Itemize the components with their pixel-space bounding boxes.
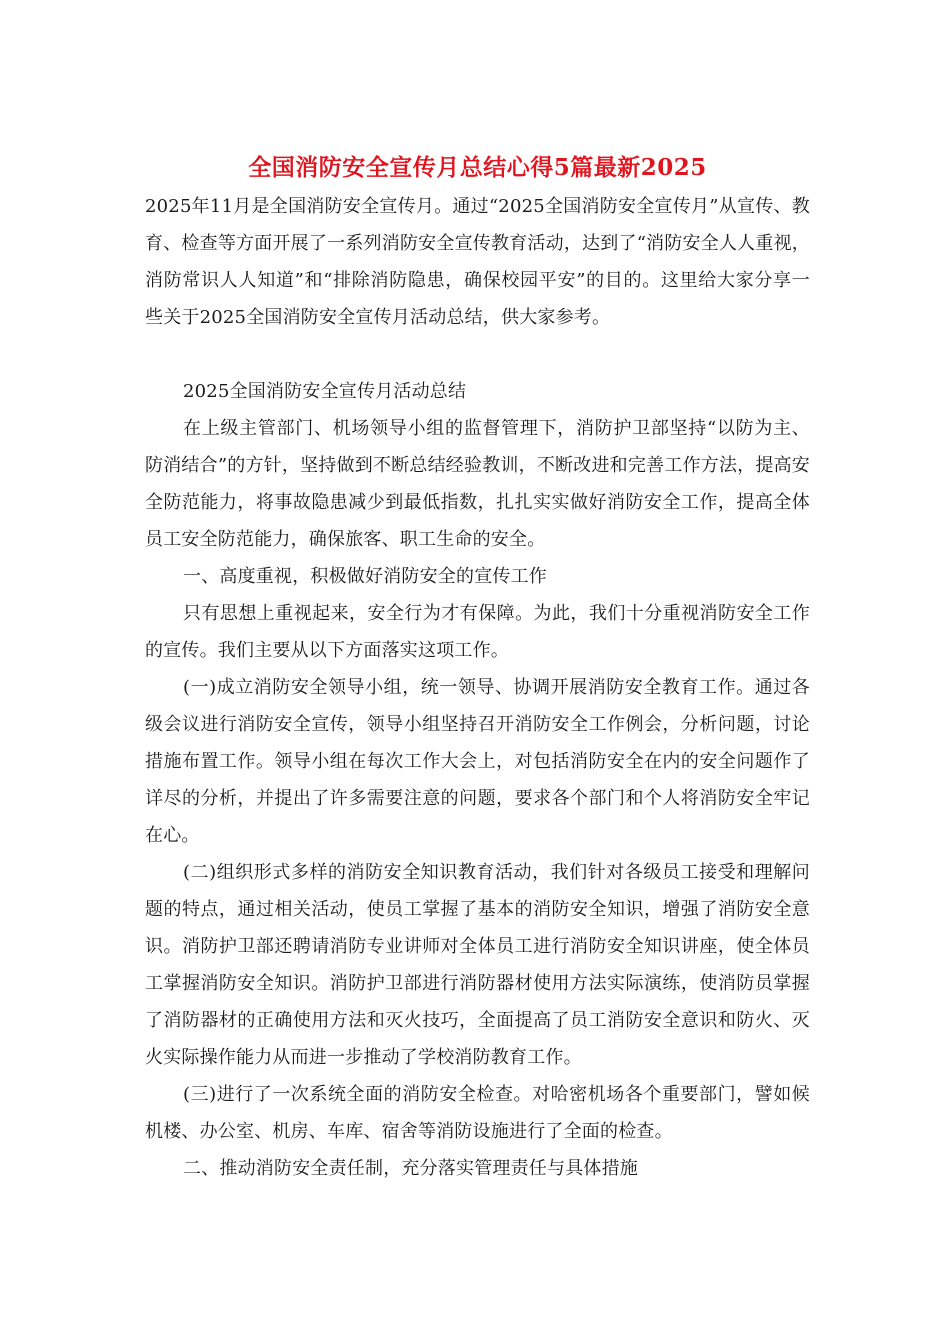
body-paragraph-2: 只有思想上重视起来，安全行为才有保障。为此，我们十分重视消防安全工作的宣传。我们主要从以下方面落实这项工作。: [145, 603, 810, 661]
paragraph-gap: [145, 336, 810, 373]
intro-paragraph: 2025年11月是全国消防安全宣传月。通过“2025全国消防安全宣传月”从宣传、教育、检查等方面开展了一系列消防安全宣传教育活动，达到了“消防安全人人重视，消防常识人人知道”和“排除消防隐患，确保校园平安”的目的。这里给大家分享一些关于2025全国消防安全宣传月活动总结，供大家参考。: [145, 196, 810, 328]
heading-2: 二、推动消防安全责任制，充分落实管理责任与具体措施: [183, 1158, 638, 1179]
section-title: 2025全国消防安全宣传月活动总结: [183, 381, 467, 402]
document-title: 全国消防安全宣传月总结心得5篇最新2025: [248, 154, 707, 181]
document-page: [145, 150, 810, 1187]
body-paragraph-4: (二)组织形式多样的消防安全知识教育活动，我们针对各级员工接受和理解问题的特点，通过相关活动，使员工掌握了基本的消防安全知识，增强了消防安全意识。消防护卫部还聘请消防专业讲师对全体员工进行消防安全知识讲座，使全体员工掌握消防安全知识。消防护卫部进行消防器材使用方法实际演练，使消防员掌握了消防器材的正确使用方法和灭火技巧，全面提高了员工消防安全意识和防火、灭火实际操作能力从而进一步推动了学校消防教育工作。: [145, 862, 810, 1068]
body-paragraph-5: (三)进行了一次系统全面的消防安全检查。对哈密机场各个重要部门，譬如候机楼、办公室、机房、车库、宿舍等消防设施进行了全面的检查。: [145, 1084, 810, 1142]
body-paragraph-1: 在上级主管部门、机场领导小组的监督管理下，消防护卫部坚持“以防为主、防消结合”的方针，坚持做到不断总结经验教训，不断改进和完善工作方法，提高安全防范能力，将事故隐患减少到最低指数，扎扎实实做好消防安全工作，提高全体员工安全防范能力，确保旅客、职工生命的安全。: [145, 418, 810, 550]
body-paragraph-3: (一)成立消防安全领导小组，统一领导、协调开展消防安全教育工作。通过各级会议进行消防安全宣传，领导小组坚持召开消防安全工作例会，分析问题，讨论措施布置工作。领导小组在每次工作大会上，对包括消防安全在内的安全问题作了详尽的分析，并提出了许多需要注意的问题，要求各个部门和个人将消防安全牢记在心。: [145, 677, 810, 846]
heading-1: 一、高度重视，积极做好消防安全的宣传工作: [183, 566, 547, 587]
